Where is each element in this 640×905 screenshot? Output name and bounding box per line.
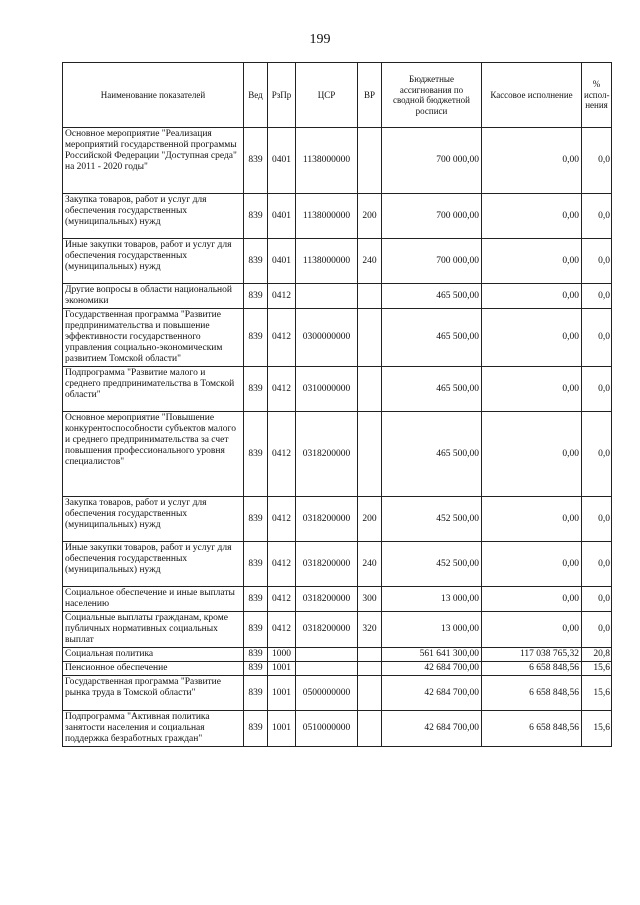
row-cash: 0,00 [482, 239, 582, 284]
row-rzpr: 0412 [268, 542, 296, 587]
row-ved: 839 [244, 497, 268, 542]
table-row [63, 239, 612, 284]
row-name: Другие вопросы в области национальной экономики [63, 284, 244, 309]
row-name: Закупка товаров, работ и услуг для обеспечения государственных (муниципальных) нужд [63, 194, 244, 239]
header-ved: Вед [244, 63, 268, 128]
row-vr [358, 367, 382, 412]
row-rzpr: 0412 [268, 497, 296, 542]
row-budget: 465 500,00 [382, 309, 482, 367]
row-cash: 0,00 [482, 542, 582, 587]
row-vr [358, 711, 382, 747]
row-rzpr: 0412 [268, 587, 296, 612]
row-rzpr: 0412 [268, 612, 296, 648]
row-vr [358, 662, 382, 676]
header-name: Наименование показателей [63, 63, 244, 128]
row-percent: 0,0 [582, 128, 612, 194]
table-row [63, 412, 612, 497]
row-rzpr: 0412 [268, 367, 296, 412]
row-ved: 839 [244, 284, 268, 309]
row-csr: 0318200000 [296, 412, 358, 497]
row-vr [358, 128, 382, 194]
row-csr: 0310000000 [296, 367, 358, 412]
row-percent: 0,0 [582, 239, 612, 284]
row-ved: 839 [244, 309, 268, 367]
row-rzpr: 1000 [268, 648, 296, 662]
row-ved: 839 [244, 128, 268, 194]
row-ved: 839 [244, 587, 268, 612]
row-cash: 6 658 848,56 [482, 676, 582, 711]
row-rzpr: 0412 [268, 284, 296, 309]
row-csr: 0318200000 [296, 587, 358, 612]
row-budget: 700 000,00 [382, 194, 482, 239]
budget-table [62, 62, 612, 747]
row-vr: 200 [358, 497, 382, 542]
row-cash: 0,00 [482, 497, 582, 542]
row-vr: 300 [358, 587, 382, 612]
row-percent: 0,0 [582, 542, 612, 587]
row-name: Иные закупки товаров, работ и услуг для обеспечения государственных (муниципальных) нужд [63, 239, 244, 284]
row-vr: 240 [358, 542, 382, 587]
page-number: 199 [309, 32, 331, 47]
row-vr [358, 648, 382, 662]
table-row [63, 542, 612, 587]
row-budget: 465 500,00 [382, 367, 482, 412]
row-vr [358, 309, 382, 367]
row-percent: 0,0 [582, 194, 612, 239]
row-budget: 700 000,00 [382, 128, 482, 194]
table-row [63, 612, 612, 648]
row-ved: 839 [244, 648, 268, 662]
row-cash: 0,00 [482, 194, 582, 239]
row-name: Социальные выплаты гражданам, кроме публичных нормативных социальных выплат [63, 612, 244, 648]
row-percent: 20,8 [582, 648, 612, 662]
row-name: Основное мероприятие "Повышение конкурентоспособности субъектов малого и среднего предпринимательства за счет повышения профессионального уровня специалистов" [63, 412, 244, 497]
header-percent: % испол-нения [582, 63, 612, 128]
row-percent: 0,0 [582, 587, 612, 612]
row-cash: 0,00 [482, 612, 582, 648]
row-percent: 15,6 [582, 676, 612, 711]
row-name: Социальное обеспечение и иные выплаты населению [63, 587, 244, 612]
row-csr: 1138000000 [296, 239, 358, 284]
row-rzpr: 0401 [268, 128, 296, 194]
row-budget: 13 000,00 [382, 612, 482, 648]
row-ved: 839 [244, 239, 268, 284]
table-row [63, 194, 612, 239]
row-ved: 839 [244, 542, 268, 587]
row-name: Иные закупки товаров, работ и услуг для обеспечения государственных (муниципальных) нужд [63, 542, 244, 587]
row-name: Закупка товаров, работ и услуг для обеспечения государственных (муниципальных) нужд [63, 497, 244, 542]
row-cash: 0,00 [482, 367, 582, 412]
row-ved: 839 [244, 612, 268, 648]
row-ved: 839 [244, 711, 268, 747]
table-row [63, 497, 612, 542]
row-name: Социальная политика [63, 648, 244, 662]
row-budget: 42 684 700,00 [382, 662, 482, 676]
row-name: Государственная программа "Развитие предпринимательства и повышение эффективности государственного управления социально-экономическим развитием Томской области" [63, 309, 244, 367]
table-row [63, 648, 612, 662]
row-csr [296, 662, 358, 676]
header-cash: Кассовое исполнение [482, 63, 582, 128]
row-cash: 0,00 [482, 128, 582, 194]
row-rzpr: 0401 [268, 239, 296, 284]
row-percent: 0,0 [582, 497, 612, 542]
header-vr: ВР [358, 63, 382, 128]
row-vr: 320 [358, 612, 382, 648]
row-budget: 465 500,00 [382, 412, 482, 497]
row-budget: 452 500,00 [382, 497, 482, 542]
row-rzpr: 1001 [268, 711, 296, 747]
row-ved: 839 [244, 676, 268, 711]
table-row [63, 662, 612, 676]
row-percent: 0,0 [582, 612, 612, 648]
row-ved: 839 [244, 412, 268, 497]
row-cash: 0,00 [482, 412, 582, 497]
row-percent: 15,6 [582, 711, 612, 747]
table-row [63, 284, 612, 309]
row-budget: 561 641 300,00 [382, 648, 482, 662]
row-rzpr: 1001 [268, 662, 296, 676]
row-vr [358, 284, 382, 309]
header-csr: ЦСР [296, 63, 358, 128]
row-budget: 465 500,00 [382, 284, 482, 309]
row-ved: 839 [244, 662, 268, 676]
row-budget: 13 000,00 [382, 587, 482, 612]
row-budget: 42 684 700,00 [382, 711, 482, 747]
row-csr: 1138000000 [296, 194, 358, 239]
row-cash: 0,00 [482, 309, 582, 367]
row-rzpr: 0412 [268, 412, 296, 497]
row-cash: 117 038 765,32 [482, 648, 582, 662]
row-vr: 240 [358, 239, 382, 284]
row-percent: 15,6 [582, 662, 612, 676]
row-percent: 0,0 [582, 284, 612, 309]
row-budget: 452 500,00 [382, 542, 482, 587]
row-csr: 0510000000 [296, 711, 358, 747]
row-budget: 42 684 700,00 [382, 676, 482, 711]
row-cash: 6 658 848,56 [482, 711, 582, 747]
row-vr [358, 676, 382, 711]
table-row [63, 711, 612, 747]
row-vr [358, 412, 382, 497]
row-cash: 0,00 [482, 587, 582, 612]
row-name: Подпрограмма "Развитие малого и среднего предпринимательства в Томской области" [63, 367, 244, 412]
table-row [63, 309, 612, 367]
row-cash: 0,00 [482, 284, 582, 309]
row-csr: 0318200000 [296, 542, 358, 587]
row-budget: 700 000,00 [382, 239, 482, 284]
row-rzpr: 0401 [268, 194, 296, 239]
row-csr: 0300000000 [296, 309, 358, 367]
row-csr [296, 648, 358, 662]
row-percent: 0,0 [582, 309, 612, 367]
header-budget: Бюджетные ассигнования по сводной бюджетной росписи [382, 63, 482, 128]
row-ved: 839 [244, 194, 268, 239]
row-name: Подпрограмма "Активная политика занятости населения и социальная поддержка безработных граждан" [63, 711, 244, 747]
row-rzpr: 1001 [268, 676, 296, 711]
table-row [63, 367, 612, 412]
table-row [63, 676, 612, 711]
row-csr: 1138000000 [296, 128, 358, 194]
table-row [63, 128, 612, 194]
row-csr: 0318200000 [296, 497, 358, 542]
row-rzpr: 0412 [268, 309, 296, 367]
table-row [63, 587, 612, 612]
row-percent: 0,0 [582, 412, 612, 497]
row-ved: 839 [244, 367, 268, 412]
header-row [63, 63, 612, 128]
row-name: Государственная программа "Развитие рынка труда в Томской области" [63, 676, 244, 711]
row-name: Пенсионное обеспечение [63, 662, 244, 676]
header-rzpr: РзПр [268, 63, 296, 128]
row-csr: 0500000000 [296, 676, 358, 711]
row-cash: 6 658 848,56 [482, 662, 582, 676]
row-csr [296, 284, 358, 309]
row-vr: 200 [358, 194, 382, 239]
row-name: Основное мероприятие "Реализация мероприятий государственной программы Российской Федерации "Доступная среда" на 2011 - 2020 годы" [63, 128, 244, 194]
row-percent: 0,0 [582, 367, 612, 412]
row-csr: 0318200000 [296, 612, 358, 648]
